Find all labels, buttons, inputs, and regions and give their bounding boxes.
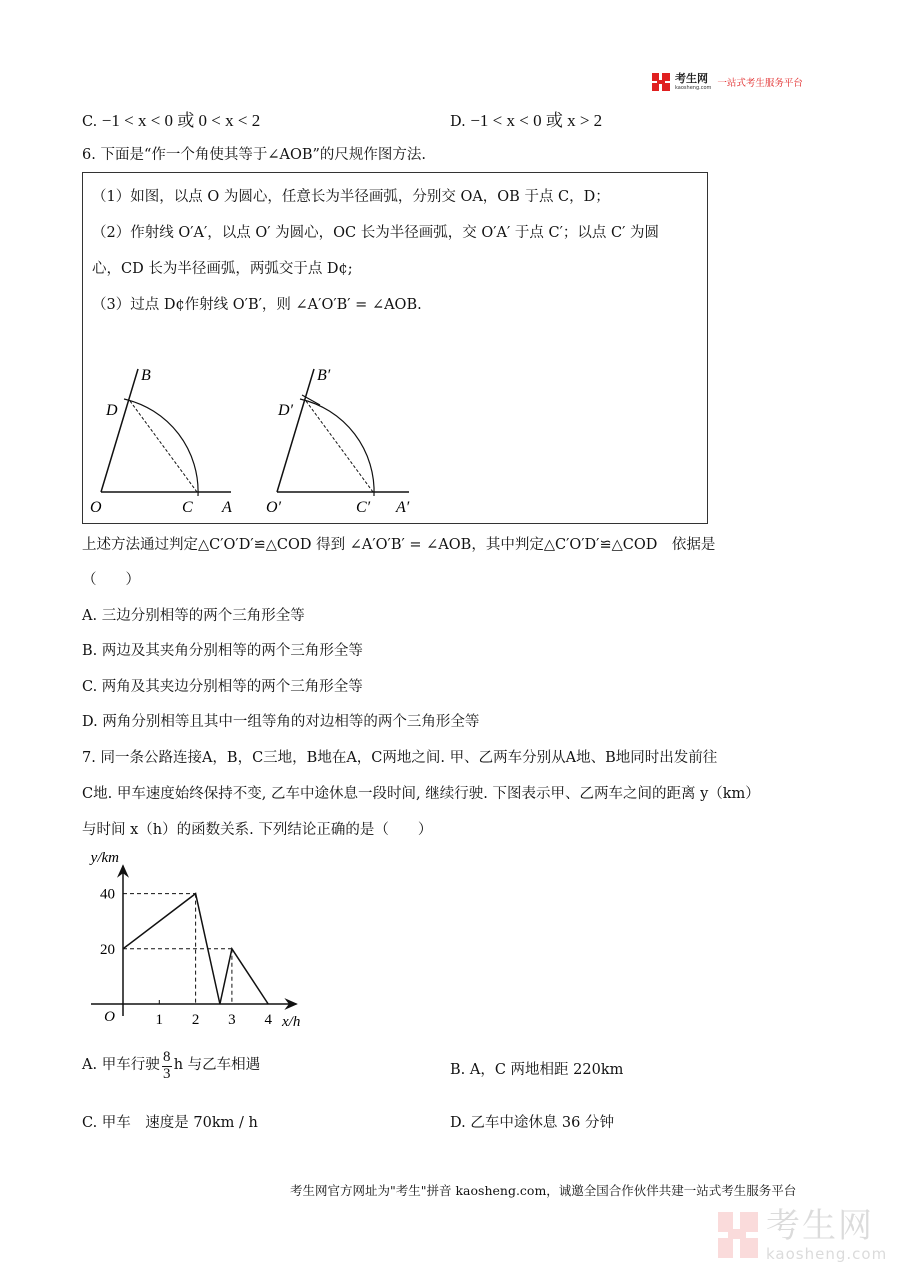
option-label: B. <box>450 1062 466 1078</box>
axes <box>91 866 296 1016</box>
header-logo <box>652 72 803 92</box>
option-text: 两角分别相等且其中一组等角的对边相等的两个三角形全等 <box>102 714 480 730</box>
watermark-logo-icon <box>718 1212 758 1258</box>
q7-option-a <box>82 1050 260 1083</box>
label-a: A <box>222 499 232 516</box>
q7-option-c <box>82 1116 258 1132</box>
option-label: C. <box>82 679 98 695</box>
arc-cd <box>124 399 198 496</box>
label-b-prime: B′ <box>317 367 331 384</box>
numerator: 8 <box>162 1049 171 1065</box>
arc-c-prime-d-prime <box>300 399 374 496</box>
option-label: C. <box>82 1115 98 1131</box>
watermark-domain: kaosheng.com <box>766 1245 888 1263</box>
option-text: 甲车 速度是 70km / h <box>101 1115 258 1131</box>
figure-construction <box>266 367 410 516</box>
q5-option-d <box>450 112 602 131</box>
footer-text: 考生网官方网址为"考生"拼音 kaosheng.com，诚邀全国合作伙伴共建一站式考生服务平台 <box>290 1183 797 1198</box>
option-text-post: h 与乙车相遇 <box>173 1057 261 1074</box>
q6-option-d <box>82 715 479 731</box>
label-c: C <box>182 499 193 516</box>
option-label: A. <box>82 1057 98 1074</box>
option-label: C. <box>82 114 98 130</box>
q6-stem: 6. 下面是“作一个角使其等于∠AOB”的尺规作图方法. <box>82 147 427 163</box>
q6-option-c <box>82 680 363 696</box>
figure-original <box>90 367 232 516</box>
q7-stem-line-3: 与时间 x（h）的函数关系. 下列结论正确的是（ ） <box>82 822 433 838</box>
option-label: D. <box>82 714 98 730</box>
y-tick-label-40: 40 <box>100 886 115 903</box>
tick-labels <box>89 850 301 1030</box>
label-d-prime: D′ <box>278 402 294 419</box>
x-axis-label: x/h <box>282 1014 301 1030</box>
option-expr: −1 < x < 0 或 x > 2 <box>470 111 603 130</box>
ray-ob <box>101 369 138 492</box>
option-text: 三边分别相等的两个三角形全等 <box>101 608 305 624</box>
watermark-name: 考生网 <box>766 1206 874 1246</box>
x-tick-label-4: 4 <box>264 1012 272 1028</box>
y-tick-label-20: 20 <box>100 941 115 958</box>
q5-option-c <box>82 112 260 131</box>
x-tick-label-1: 1 <box>155 1012 164 1028</box>
q6-step-1: （1）如图，以点 O 为圆心，任意长为半径画弧，分别交 OA，OB 于点 C，D； <box>92 189 610 205</box>
q7-distance-time-graph <box>78 848 348 1038</box>
option-text: A，C 两地相距 220km <box>469 1062 624 1078</box>
option-text: 两边及其夹角分别相等的两个三角形全等 <box>101 643 363 659</box>
option-text: 乙车中途休息 36 分钟 <box>470 1115 614 1131</box>
option-label: A. <box>82 608 98 624</box>
q6-figures <box>84 355 434 520</box>
option-label: B. <box>82 643 98 659</box>
q6-step-2: （2）作射线 O′A′，以点 O′ 为圆心，OC 长为半径画弧，交 O′A′ 于点 C′；以点 C′ 为圆 <box>92 225 660 241</box>
q6-option-a <box>82 609 305 625</box>
slogan: 一站式考生服务平台 <box>717 78 803 89</box>
q7-option-b <box>450 1063 623 1079</box>
option-label: D. <box>450 114 466 130</box>
label-d: D <box>106 402 118 419</box>
q6-answer-blank: （ ） <box>82 572 140 588</box>
ray-o-prime-b-prime <box>277 369 314 492</box>
fraction-8-3 <box>162 1050 172 1083</box>
option-text-pre: 甲车行驶 <box>101 1057 160 1074</box>
q6-question: 上述方法通过判定△C′O′D′≌△COD 得到 ∠A′O′B′ = ∠AOB，其中判定△C′O′D′≌△COD 依据是 <box>82 537 716 553</box>
label-b: B <box>141 367 151 384</box>
kaosheng-logo-icon <box>652 73 672 91</box>
logo-domain: kaosheng.com <box>675 85 712 91</box>
origin-label: O <box>104 1009 115 1025</box>
option-label: D. <box>450 1115 466 1131</box>
x-tick-label-2: 2 <box>191 1012 200 1028</box>
x-tick-label-3: 3 <box>228 1012 236 1028</box>
q7-stem-line-2: C地. 甲车速度始终保持不变, 乙车中途休息一段时间, 继续行驶. 下图表示甲、乙两车之间的距离 y（km） <box>82 786 760 802</box>
option-expr: −1 < x < 0 或 0 < x < 2 <box>101 111 261 130</box>
q7-option-d <box>450 1116 614 1132</box>
q6-step-3: （3）过点 D¢作射线 O′B′，则 ∠A′O′B′ = ∠AOB. <box>92 297 422 313</box>
watermark <box>718 1207 887 1263</box>
label-a-prime: A′ <box>396 499 410 516</box>
label-c-prime: C′ <box>356 499 371 516</box>
denominator: 3 <box>162 1065 171 1082</box>
q7-stem-line-1: 7. 同一条公路连接A，B，C三地，B地在A，C两地之间. 甲、乙两车分别从A地、B地同时出发前往 <box>82 750 718 766</box>
label-o: O <box>90 499 102 516</box>
option-text: 两角及其夹边分别相等的两个三角形全等 <box>101 679 363 695</box>
label-o-prime: O′ <box>266 499 282 516</box>
y-axis-label: y/km <box>90 850 119 866</box>
q6-option-b <box>82 644 363 660</box>
logo-name: 考生网 <box>675 72 708 85</box>
q6-step-2-cont: 心，CD 长为半径画弧，两弧交于点 D¢; <box>92 261 353 277</box>
